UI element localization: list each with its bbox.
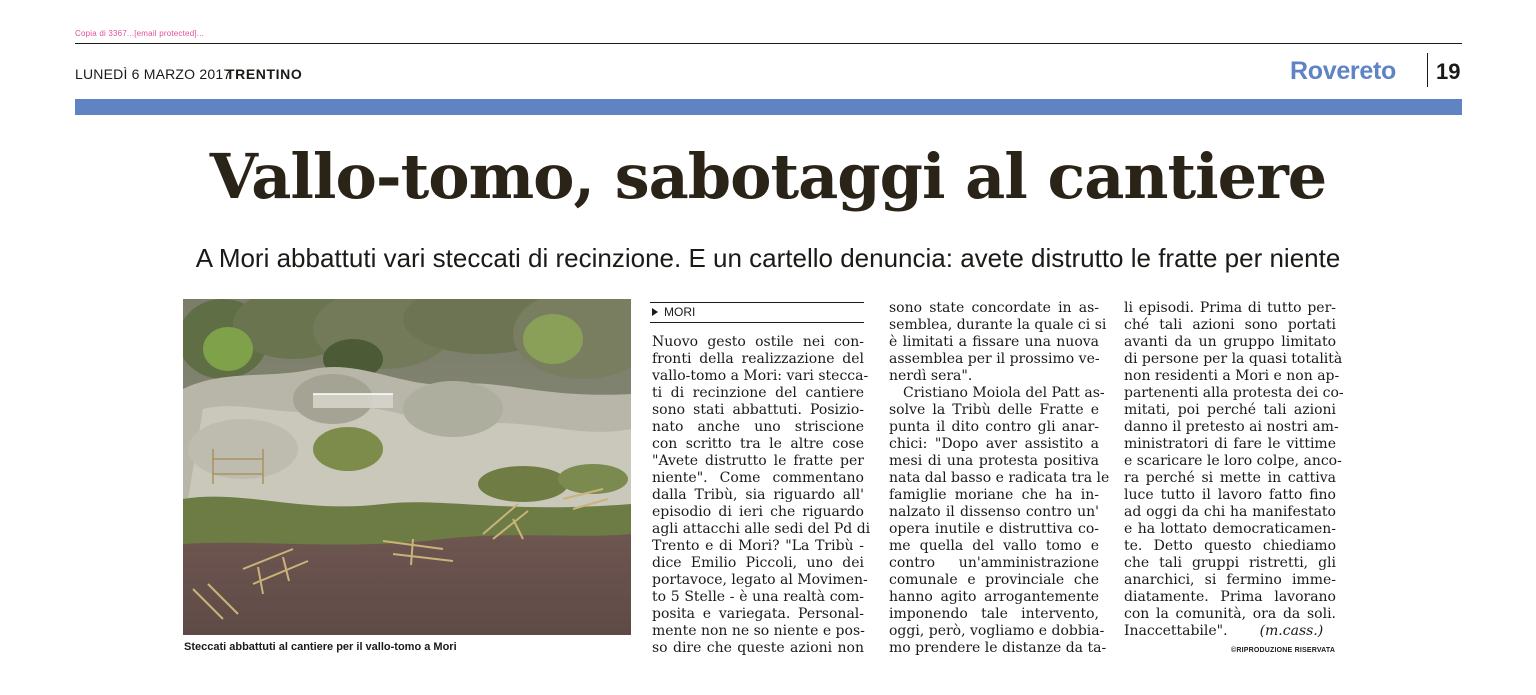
text-line: e ha lottato democraticamen- (1124, 521, 1336, 537)
text-line: sono state concordate in as- (889, 300, 1099, 316)
text-line: ad oggi da chi ha manifestato (1124, 504, 1336, 520)
text-line: ra perché si mette in cattiva (1124, 470, 1336, 486)
text-line: ministratori di fare le vittime (1124, 436, 1336, 452)
subheadline: A Mori abbattuti vari steccati di recinzione. E un cartello denuncia: avete distrutto le fratte per niente (195, 243, 1341, 273)
text-line: e scaricare le loro colpe, anco- (1124, 453, 1342, 469)
headline: Vallo-tomo, sabotaggi al cantiere (209, 140, 1327, 213)
text-line: li episodi. Prima di tutto per- (1124, 300, 1336, 316)
text-line: nata dal basso e radicata tra le (889, 470, 1110, 486)
text-line: sono stati abbattuti. Posizio- (652, 402, 864, 418)
text-line: Trento e di Mori? "La Tribù - (652, 538, 864, 554)
text-line: to 5 Stelle - è una realtà com- (652, 589, 864, 605)
photo-caption: Steccati abbattuti al cantiere per il vallo-tomo a Mori (184, 641, 457, 653)
publication-name: TRENTINO (226, 66, 303, 82)
closing-quote-text: Inaccettabile". (1124, 623, 1228, 639)
text-line: Nuovo gesto ostile nei con- (652, 334, 864, 350)
section-color-bar (75, 99, 1462, 115)
page-number: 19 (1436, 59, 1461, 84)
construction-site-photo (183, 299, 631, 635)
text-line: te. Detto questo chiediamo (1124, 538, 1336, 554)
article-photo (183, 299, 631, 635)
text-line: fronti della realizzazione del (652, 351, 864, 367)
text-line: non residenti a Mori e non ap- (1124, 368, 1340, 384)
text-line: anarchici, si fermino imme- (1124, 572, 1336, 588)
text-line: con scritto tra le altre cose (652, 436, 864, 452)
text-line: agli attacchi alle sedi del Pd di (652, 521, 871, 537)
text-line: niente". Come commentano (652, 470, 864, 486)
text-line: contro un'amministrazione (889, 555, 1099, 571)
section-name: Rovereto (1290, 57, 1396, 85)
text-line: nerdì sera". (889, 368, 973, 384)
text-line: famiglie moriane che ha in- (889, 487, 1099, 503)
text-line: ché tali azioni sono portati (1124, 317, 1336, 333)
text-line: nato anche uno striscione (652, 419, 864, 435)
text-line: hanno agito arrogantemente (889, 589, 1099, 605)
text-line: con la comunità, ora da soli. (1124, 606, 1336, 622)
text-line: vallo-tomo a Mori: vari stecca- (652, 368, 869, 384)
text-line: oggi, però, vogliamo e dobbia- (889, 623, 1105, 639)
text-line: è limitati a fissare una nuova (889, 334, 1099, 350)
text-line: assemblea per il prossimo ve- (889, 351, 1100, 367)
text-line: partenenti alla protesta dei co- (1124, 385, 1344, 401)
text-line: dice Emilio Piccoli, uno dei (652, 555, 864, 571)
text-line: Cristiano Moiola del Patt as- (903, 385, 1105, 401)
triangle-icon (652, 308, 658, 316)
text-line: me quella del vallo tomo e (889, 538, 1099, 554)
article-column-1 (652, 334, 871, 657)
text-line: mo prendere le distanze da ta- (889, 640, 1107, 656)
text-line: nalzato il dissenso contro un' (889, 504, 1099, 520)
text-line: semblea, durante la quale ci si (889, 317, 1107, 333)
section-divider (1427, 53, 1428, 87)
top-rule (75, 43, 1462, 44)
text-line: avanti da un gruppo limitato (1124, 334, 1336, 350)
text-line: mitati, poi perché tali azioni (1124, 402, 1336, 418)
text-line: posita e variegata. Personal- (652, 606, 864, 622)
text-line: ti di recinzione del cantiere (652, 385, 864, 401)
text-line: solve la Tribù delle Fratte e (889, 402, 1099, 418)
text-line: dalla Tribù, sia riguardo all' (652, 487, 864, 503)
text-line: punta il dito contro gli anar- (889, 419, 1099, 435)
text-line: di persone per la quasi totalità (1124, 351, 1343, 367)
issue-date: LUNEDÌ 6 MARZO 2017 (75, 66, 232, 82)
text-line: "Avete distrutto le fratte per (652, 453, 864, 469)
text-line-final (1124, 623, 1336, 640)
rights-notice: ©RIPRODUZIONE RISERVATA (1231, 647, 1336, 654)
text-line: chici: "Dopo aver assistito a (889, 436, 1099, 452)
text-line: comunale e provinciale che (889, 572, 1099, 588)
text-line: so dire che queste azioni non (652, 640, 864, 656)
kicker-label (650, 302, 864, 323)
kicker-text: MORI (664, 305, 696, 319)
article-column-3 (1124, 300, 1344, 640)
copy-watermark: Copia di 3367...[email protected]... (75, 29, 205, 38)
text-line: portavoce, legato al Movimen- (652, 572, 868, 588)
text-line: diatamente. Prima lavorano (1124, 589, 1336, 605)
text-line: episodio di ieri che riguardo (652, 504, 864, 520)
article-column-2 (889, 300, 1110, 657)
text-line: mesi di una protesta positiva (889, 453, 1099, 469)
text-line: mente non ne so niente e pos- (652, 623, 865, 639)
text-line: luce tutto il lavoro fatto fino (1124, 487, 1336, 503)
text-line: opera inutile e distruttiva co- (889, 521, 1099, 537)
byline: (m.cass.) (1259, 623, 1324, 639)
text-line: che tali gruppi ristretti, gli (1124, 555, 1336, 571)
text-line: danno il pretesto ai nostri am- (1124, 419, 1339, 435)
text-line: imponendo tale intervento, (889, 606, 1099, 622)
